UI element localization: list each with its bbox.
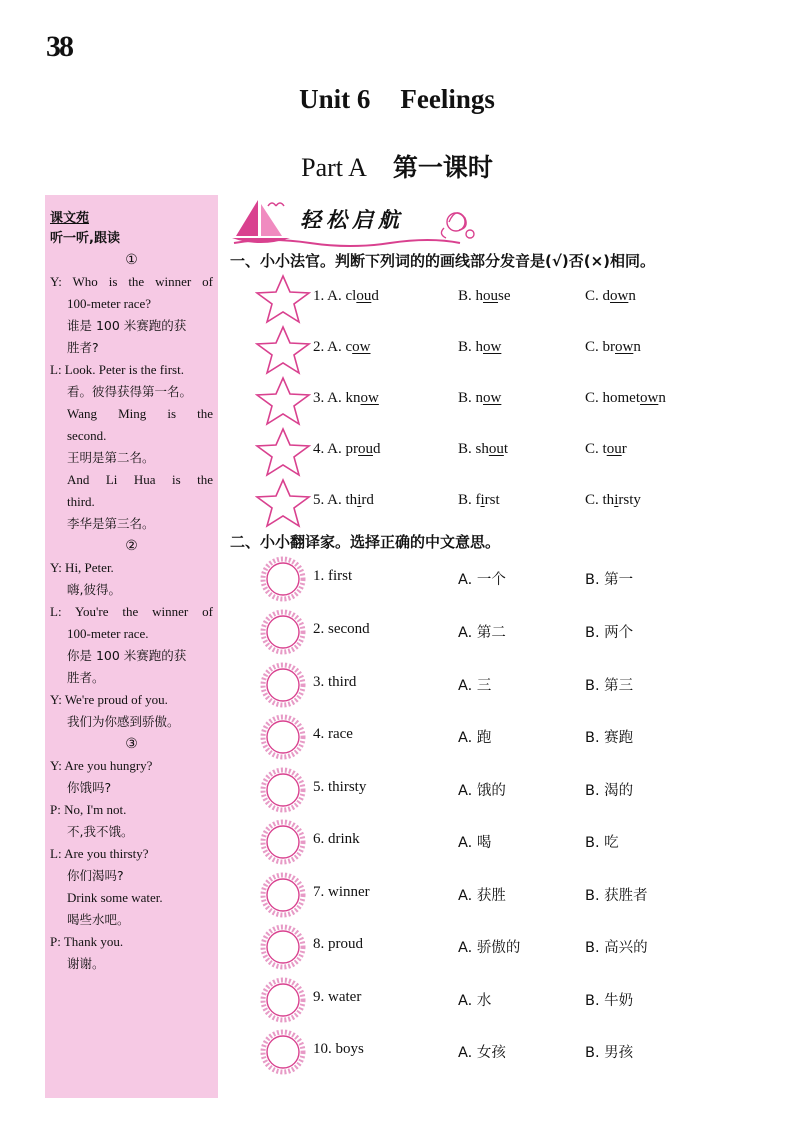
- answer-circle[interactable]: [255, 554, 311, 604]
- answer-star[interactable]: [255, 274, 311, 324]
- section1-title: 一、小小法官。判断下列词的的画线部分发音是(√)否(×)相同。: [230, 252, 655, 270]
- option-a: A. 女孩: [458, 1045, 506, 1061]
- judge-question-row: [255, 478, 775, 528]
- dialogue-line: 李华是第三名。: [67, 516, 155, 531]
- option-a: A. 骄傲的: [458, 940, 521, 956]
- dialogue-line: Wang Ming is the: [67, 406, 213, 421]
- dialogue-text: [50, 209, 213, 975]
- unit-topic: Feelings: [400, 84, 495, 114]
- translate-question-row: [255, 922, 775, 972]
- option-b: B. shout: [458, 441, 509, 457]
- dialogue-line: 谢谢。: [67, 956, 105, 971]
- dialogue-line: 王明是第二名。: [67, 450, 155, 465]
- option-a: A. 获胜: [458, 888, 506, 904]
- banner-title: 轻松启航: [300, 208, 404, 232]
- dialogue-line: 100-meter race.: [67, 626, 149, 641]
- dialogue-line: 我们为你感到骄傲。: [67, 714, 180, 729]
- option-c: C. thirsty: [585, 492, 641, 508]
- dialogue-line: L: Look. Peter is the first.: [50, 362, 184, 377]
- option-b: B. 两个: [585, 625, 634, 641]
- option-b: B. 渴的: [585, 783, 634, 799]
- dialogue-number: ②: [125, 538, 138, 554]
- option-c: C. down: [585, 288, 636, 304]
- option-b: B. 高兴的: [585, 940, 648, 956]
- section-banner: [230, 196, 480, 248]
- dialogue-sidebar: [45, 195, 218, 1098]
- translate-question-row: [255, 660, 775, 710]
- option-a: A. 第二: [458, 625, 506, 641]
- dialogue-line: Y: Hi, Peter.: [50, 560, 114, 575]
- option-a: 2. A. cow: [313, 339, 371, 355]
- answer-circle[interactable]: [255, 607, 311, 657]
- dialogue-line: 胜者。: [67, 670, 105, 685]
- translate-question-row: [255, 870, 775, 920]
- judge-question-row: [255, 376, 775, 426]
- dialogue-line: 看。彼得获得第一名。: [67, 384, 193, 399]
- part-label: Part A: [301, 153, 367, 182]
- dialogue-line: 胜者?: [67, 340, 99, 355]
- option-a: A. 三: [458, 678, 492, 694]
- translate-question-row: [255, 765, 775, 815]
- translate-question-row: [255, 607, 775, 657]
- answer-circle[interactable]: [255, 765, 311, 815]
- translate-question-row: [255, 1027, 775, 1077]
- translate-question-row: [255, 554, 775, 604]
- answer-circle[interactable]: [255, 870, 311, 920]
- part-title: [0, 148, 794, 184]
- word: 3. third: [313, 674, 357, 690]
- option-b: B. how: [458, 339, 502, 355]
- word: 5. thirsty: [313, 779, 367, 795]
- option-a: A. 跑: [458, 730, 492, 746]
- dialogue-line: And Li Hua is the: [67, 472, 213, 487]
- dialogue-line: Y: We're proud of you.: [50, 692, 168, 707]
- word: 8. proud: [313, 936, 363, 952]
- option-c: C. hometown: [585, 390, 666, 406]
- dialogue-line: L: Are you thirsty?: [50, 846, 149, 861]
- option-b: B. now: [458, 390, 502, 406]
- answer-star[interactable]: [255, 478, 311, 528]
- option-a: A. 喝: [458, 835, 492, 851]
- option-b: B. house: [458, 288, 511, 304]
- dialogue-number: ③: [125, 736, 138, 752]
- dialogue-line: second.: [67, 428, 107, 443]
- answer-star[interactable]: [255, 325, 311, 375]
- dialogue-line: 喝些水吧。: [67, 912, 130, 927]
- option-b: B. 赛跑: [585, 730, 634, 746]
- dialogue-line: 嗨,彼得。: [67, 582, 121, 597]
- unit-title: [0, 84, 794, 115]
- answer-circle[interactable]: [255, 817, 311, 867]
- dialogue-line: third.: [67, 494, 95, 509]
- lesson-label: 第一课时: [392, 153, 493, 182]
- unit-label: Unit 6: [299, 84, 371, 114]
- dialogue-line: 你们渴吗?: [67, 868, 124, 883]
- judge-question-row: [255, 325, 775, 375]
- word: 9. water: [313, 989, 362, 1005]
- option-a: 3. A. know: [313, 390, 379, 406]
- dialogue-line: P: Thank you.: [50, 934, 124, 949]
- option-b: B. 男孩: [585, 1045, 634, 1061]
- option-b: B. 获胜者: [585, 888, 648, 904]
- dialogue-line: P: No, I'm not.: [50, 802, 127, 817]
- sidebar-scallop-edge: [45, 1080, 218, 1098]
- option-a: 5. A. third: [313, 492, 374, 508]
- option-b: B. 牛奶: [585, 993, 634, 1009]
- dialogue-line: Y: Who is the winner of: [50, 274, 213, 289]
- option-c: C. tour: [585, 441, 627, 457]
- section2-title: 二、小小翻译家。选择正确的中文意思。: [230, 533, 501, 551]
- option-b: B. 第一: [585, 572, 634, 588]
- word: 1. first: [313, 568, 353, 584]
- dialogue-line: 100-meter race?: [67, 296, 152, 311]
- option-b: B. 第三: [585, 678, 634, 694]
- sidebar-heading: 课文苑: [50, 211, 90, 226]
- judge-question-row: [255, 274, 775, 324]
- dialogue-line: 谁是 100 米赛跑的获: [67, 318, 187, 333]
- judge-question-row: [255, 427, 775, 477]
- translate-question-row: [255, 712, 775, 762]
- word: 4. race: [313, 726, 353, 742]
- dialogue-number: ①: [125, 252, 138, 268]
- word: 10. boys: [313, 1041, 364, 1057]
- answer-star[interactable]: [255, 427, 311, 477]
- answer-star[interactable]: [255, 376, 311, 426]
- word: 6. drink: [313, 831, 360, 847]
- translate-question-row: [255, 817, 775, 867]
- dialogue-line: L: You're the winner of: [50, 604, 213, 619]
- sidebar-subheading: 听一听,跟读: [50, 231, 120, 246]
- option-a: A. 饿的: [458, 783, 506, 799]
- dialogue-line: Drink some water.: [67, 890, 163, 905]
- option-a: 1. A. cloud: [313, 288, 379, 304]
- translate-question-row: [255, 975, 775, 1025]
- word: 2. second: [313, 621, 370, 637]
- option-a: A. 水: [458, 993, 492, 1009]
- option-a: 4. A. proud: [313, 441, 381, 457]
- option-b: B. first: [458, 492, 500, 508]
- dialogue-line: Y: Are you hungry?: [50, 758, 153, 773]
- dialogue-line: 你是 100 米赛跑的获: [67, 648, 187, 663]
- answer-circle[interactable]: [255, 712, 311, 762]
- option-b: B. 吃: [585, 835, 619, 851]
- answer-circle[interactable]: [255, 660, 311, 710]
- answer-circle[interactable]: [255, 975, 311, 1025]
- dialogue-line: 不,我不饿。: [67, 824, 134, 839]
- answer-circle[interactable]: [255, 922, 311, 972]
- option-a: A. 一个: [458, 572, 506, 588]
- page-number: 38: [46, 30, 72, 63]
- word: 7. winner: [313, 884, 370, 900]
- answer-circle[interactable]: [255, 1027, 311, 1077]
- dialogue-line: 你饿吗?: [67, 780, 112, 795]
- option-c: C. brown: [585, 339, 641, 355]
